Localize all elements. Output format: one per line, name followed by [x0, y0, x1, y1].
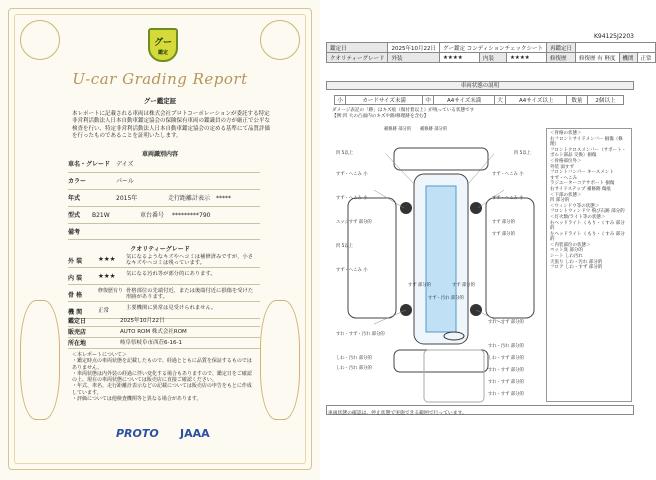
wheel-icon: [470, 202, 482, 214]
side-note: ＜骨格の状態＞: [550, 131, 582, 136]
wheel-icon: [400, 202, 412, 214]
damage-label: すず・へこみ 小: [336, 268, 368, 273]
vehicle-year-row: [68, 190, 260, 207]
quality-stars: ★★★: [98, 272, 116, 280]
mileage-label: 走行距離計表示: [168, 195, 211, 202]
damage-label: すれ・汚れ 部分的: [488, 344, 524, 349]
quality-text: 主要機関に異常は見受けられません。: [126, 305, 217, 311]
ornament-swirl-icon: [260, 300, 300, 420]
int-stars: ★★★★: [506, 53, 546, 63]
side-note: 左ヘッドライト くもり・くすみ 部分的: [550, 231, 625, 243]
quality-label: 機 関: [68, 309, 83, 316]
side-note: フロントクロスメンバー（サポート・ボルト部品 交換）損傷: [550, 147, 627, 159]
ext-label: 外装: [388, 53, 440, 63]
note-item: ・年式、車名、走行距離計表示などの記載については販売店の申告をもとに作成しています。: [72, 383, 252, 396]
repair-value: 修復歴 有 軽度: [576, 53, 620, 63]
side-note: 天張り しわ・汚れ 部分的: [550, 259, 603, 265]
side-note: ＜ウィンドウ等の状態＞: [550, 203, 600, 209]
damage-label: すず・へこみ 小: [336, 172, 368, 177]
car-left-side-view: [348, 198, 396, 318]
side-note: ラジエーターコアサポート 損傷: [550, 181, 615, 187]
size-cell: A4サイズ以上: [506, 96, 567, 105]
side-note: フロントウィンドウ 飛び石跡 部分的: [550, 209, 625, 215]
quality-text: 気になるようなキズやヘコミは補修済みですが、小さなキズやヘコミは残っています。: [126, 254, 254, 267]
date-label: 鑑定日: [327, 43, 388, 53]
damage-label: すれ・すず 部分的: [488, 380, 524, 385]
footer-note: 車両状態の確認は、停止状態で実施できる範囲で行っています。: [328, 411, 467, 416]
inspection-date-row: [68, 316, 260, 327]
inspection-value: AUTO ROM 株式会社ROM: [120, 329, 187, 335]
vehicle-note-row: [68, 224, 260, 240]
damage-label: 補修跡 部分的: [384, 127, 412, 132]
side-note: すず・へこみ: [550, 175, 578, 181]
size-cell: 中: [422, 96, 433, 105]
side-note: フロントバンパー キースメント: [550, 170, 614, 176]
damage-label: 凹 5以上: [336, 244, 353, 249]
sheet-title: グー鑑定 コンディションチェックシート: [439, 43, 546, 53]
quality-text: 気になる汚れ等が部分的にあります。: [126, 271, 216, 277]
chassis-label: 車台番号: [140, 212, 165, 219]
size-cell: 2個以上: [587, 96, 623, 105]
side-note: 外装 弱すず: [550, 164, 574, 170]
ornament-swirl-icon: [20, 300, 60, 420]
note-item: ・評価については他検査機関等と異なる場合があります。: [72, 396, 202, 403]
date-value: 2025年10月22日: [388, 43, 440, 53]
damage-label: すず・へこみ 小: [336, 196, 368, 201]
logo-text: グー: [153, 38, 172, 48]
jaaa-logo: JAAA: [180, 427, 210, 440]
side-note: 右ヘッドライト くもり・くすみ 部分的: [550, 220, 625, 232]
mileage-value: *****: [216, 195, 231, 202]
vehicle-model-value: B21W: [92, 212, 110, 219]
notes-title: ＜本レポートについて＞: [72, 352, 127, 358]
quality-stars: 修復歴有り: [98, 288, 124, 294]
side-note: 右サイドステップ 補修跡 傷痕: [550, 186, 611, 192]
side-note: ＜下部の状態＞: [550, 192, 582, 198]
legend-note: ダメージ表記の「跡」はキズ痕（傷付着以上）が残っている状態です: [332, 108, 475, 113]
condition-check-sheet: [320, 0, 652, 480]
legend-note-2: 【例:凹 大の凸面内のキズや跡/修理跡を含む】: [332, 114, 429, 119]
inspection-label: 鑑定日: [68, 318, 87, 325]
quality-row-frame: [68, 285, 260, 302]
damage-label: すれ・すず・汚れ 部分的: [336, 332, 385, 337]
goo-kantei-logo: [148, 28, 178, 62]
vehicle-model-label: 型式: [68, 212, 81, 219]
side-note: ペット臭 部分的: [550, 248, 583, 254]
ext-stars: ★★★★: [439, 53, 479, 63]
side-note: ＜骨格部位外＞: [550, 158, 582, 164]
size-cell: カードサイズ未満: [346, 96, 423, 105]
damage-label: エッジすず 部分的: [336, 220, 372, 225]
quality-section-title: クオリティーグレード: [130, 246, 190, 253]
certificate-description: 本レポートに記載される車両は株式会社プロトコーポレーションが委託する特定非営利活動法人日本自動車鑑定協会の保険保有車両の鑑識員の方が厳正で公平な検査を行い、特定非営利活動法人日本自動車鑑定協会の定める基準にて品質評価を行ったものであることを証明いたします。: [72, 111, 271, 139]
sheet-header-table: [326, 42, 656, 63]
report-notes: [72, 352, 252, 402]
vehicle-name-label: 車名・グレード: [68, 161, 111, 168]
side-note: フロア しわ・すず 部分的: [550, 265, 603, 271]
inspection-label: 販売店: [68, 329, 87, 336]
damage-label: しわ・汚れ 部分的: [336, 356, 372, 361]
vehicle-color-label: カラー: [68, 178, 87, 185]
damage-label: すず・へこみ 小: [492, 196, 524, 201]
damage-label: すれ・すず 部分的: [488, 392, 524, 397]
dealer-row: [68, 327, 260, 338]
side-note: ＜内装部位の状態＞: [550, 242, 591, 248]
engine-value: 正常: [637, 53, 655, 63]
inspection-value: 2025年10月22日: [120, 318, 165, 324]
vehicle-color-row: [68, 173, 260, 190]
quality-row-exterior: [68, 251, 260, 268]
address-row: [68, 338, 260, 349]
condition-notes-panel: [546, 128, 632, 402]
certificate-subtitle: グー鑑定証: [143, 97, 177, 105]
vehicle-model-row: [68, 207, 260, 224]
size-cell: 小: [335, 96, 346, 105]
side-note: ＜灯火類/ライト等の状態＞: [550, 214, 606, 220]
damage-label: 補修跡 部分的: [420, 127, 448, 132]
engine-label: 機関: [619, 53, 637, 63]
grade-label: クオリティーグレード: [327, 53, 388, 63]
vehicle-color-value: パール: [116, 178, 134, 185]
vehicle-section-title: 車両識別内容: [141, 151, 178, 158]
panel-title: 車両状態の説明: [326, 81, 634, 90]
quality-stars: ★★★: [98, 255, 116, 263]
car-rear-view: [394, 350, 488, 372]
int-label: 内装: [479, 53, 506, 63]
grading-certificate: [0, 0, 320, 480]
damage-label: すず 部分的: [452, 283, 475, 288]
damage-label: すず・汚れ 部分的: [428, 296, 464, 301]
car-front-view: [394, 148, 488, 170]
quality-row-interior: [68, 268, 260, 285]
chassis-value: *********790: [172, 212, 211, 219]
damage-label: すず・へこみ 小: [492, 172, 524, 177]
quality-label: 外 装: [68, 258, 83, 265]
report-title: U-car Grading Report: [72, 70, 248, 88]
note-item: ・車両状態は内外装の経過に伴い変化する場合もありますので、鑑定日をご確認の上、現在の車両状態については販売店に直接ご確認ください。: [72, 370, 252, 384]
quality-stars: 正常: [98, 308, 110, 314]
sheet-code: K94125J2203: [593, 33, 634, 40]
damage-label: すず 部分的: [492, 220, 515, 225]
damage-label: すれ・すず 部分的: [488, 368, 524, 373]
vehicle-name-value: デイズ: [116, 161, 134, 168]
size-cell: 大: [495, 96, 506, 105]
damage-label: すず 部分的: [408, 283, 431, 288]
side-note: 右フロントサイドメンバー 損傷（修理）: [550, 136, 623, 148]
quality-label: 内 装: [68, 275, 83, 282]
size-cell: 数量: [567, 96, 588, 105]
vehicle-note-label: 備考: [68, 229, 81, 236]
vehicle-year-label: 年式: [68, 195, 81, 202]
interior-view: [424, 350, 484, 402]
reinspect-label: 再鑑定日: [547, 43, 576, 53]
damage-size-table: [334, 95, 624, 105]
inspection-value: 岐阜県岐阜市西荘6-16-1: [120, 340, 182, 346]
car-roof-highlight: [426, 186, 456, 332]
damage-label: 凹 5以上: [514, 151, 531, 156]
vehicle-year-value: 2015年: [116, 195, 138, 202]
ornament-swirl-icon: [20, 20, 60, 60]
repair-label: 修復歴: [547, 53, 576, 63]
proto-logo: PROTO: [116, 427, 159, 440]
car-right-side-view: [486, 198, 534, 318]
vehicle-name-row: [68, 156, 260, 173]
size-cell: A4サイズ未満: [434, 96, 495, 105]
logo-sub-text: 鑑定: [157, 50, 168, 56]
damage-label: すれ・すず 部分的: [488, 320, 524, 325]
ornament-swirl-icon: [260, 20, 300, 60]
vehicle-damage-diagram: [334, 124, 540, 404]
inspection-label: 所在地: [68, 340, 87, 347]
side-note: シート しわ汚れ: [550, 254, 583, 260]
quality-text: 骨格部位の先端付近、または後端付近に損傷を受けた形跡があります。: [126, 288, 254, 301]
note-item: ・鑑定時点の車両状態を記載したもので、経過とともに品質を保証するものではありません。: [72, 358, 252, 371]
damage-label: しわ・汚れ 部分的: [336, 366, 372, 371]
quality-label: 骨 格: [68, 292, 83, 299]
damage-label: しわ・すず 部分的: [488, 356, 524, 361]
damage-label: 凹 5以上: [336, 151, 353, 156]
damage-label: すず 部分的: [492, 232, 515, 237]
side-note: 凹 部分的: [550, 198, 570, 204]
